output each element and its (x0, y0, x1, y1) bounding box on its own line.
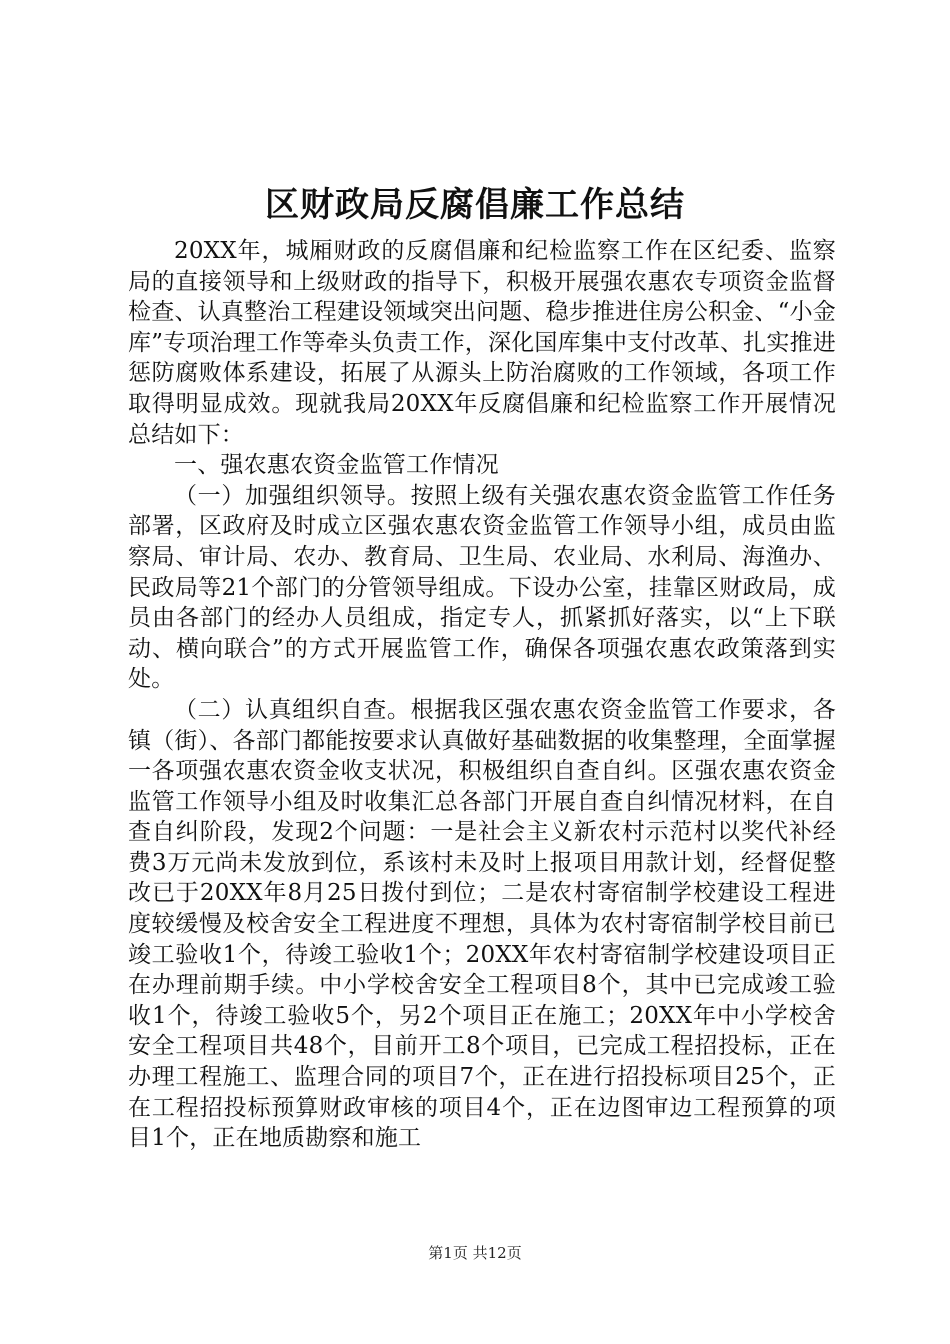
intro-paragraph: 20XX年，城厢财政的反腐倡廉和纪检监察工作在区纪委、监察局的直接领导和上级财政的指导下，积极开展强农惠农专项资金监督检查、认真整治工程建设领域突出问题、稳步推进住房公积金、“小金库”专项治理工作等牵头负责工作，深化国库集中支付改革、扎实推进惩防腐败体系建设，拓展了从源头上防治腐败的工作领域，各项工作取得明显成效。现就我局20XX年反腐倡廉和纪检监察工作开展情况总结如下： (128, 238, 836, 448)
section-heading: 一、强农惠农资金监管工作情况 (174, 452, 499, 479)
document-body (128, 236, 836, 1154)
subsection-paragraph-1: （一）加强组织领导。按照上级有关强农惠农资金监管工作任务部署，区政府及时成立区强农惠农资金监管工作领导小组，成员由监察局、审计局、农办、教育局、卫生局、农业局、水利局、海渔办、民政局等21个部门的分管领导组成。下设办公室，挂靠区财政局，成员由各部门的经办人员组成，指定专人，抓紧抓好落实，以“上下联动、横向联合”的方式开展监管工作，确保各项强农惠农政策落到实处。 (128, 482, 836, 693)
page-footer: 第1页 共12页 (428, 1244, 522, 1262)
document-title: 区财政局反腐倡廉工作总结 (265, 185, 685, 225)
subsection-paragraph-2: （二）认真组织自查。根据我区强农惠农资金监管工作要求，各镇（街）、各部门都能按要求认真做好基础数据的收集整理，全面掌握一各项强农惠农资金收支状况，积极组织自查自纠。区强农惠农资金监管工作领导小组及时收集汇总各部门开展自查自纠情况材料，在自查自纠阶段，发现2个问题：一是社会主义新农村示范村以奖代补经费3万元尚未发放到位，系该村未及时上报项目用款计划，经督促整改已于20XX年8月25日拨付到位；二是农村寄宿制学校建设工程进度较缓慢及校舍安全工程进度不理想，具体为农村寄宿制学校目前已竣工验收1个，待竣工验收1个；20XX年农村寄宿制学校建设项目正在办理前期手续。中小学校舍安全工程项目8个，其中已完成竣工验收1个，待竣工验收5个，另2个项目正在施工；20XX年中小学校舍安全工程项目共48个，目前开工8个项目，已完成工程招投标，正在办理工程施工、监理合同的项目7个，正在进行招投标项目25个，正在工程招投标预算财政审核的项目4个，正在边图审边工程预算的项目1个，正在地质勘察和施工 (128, 696, 836, 1152)
